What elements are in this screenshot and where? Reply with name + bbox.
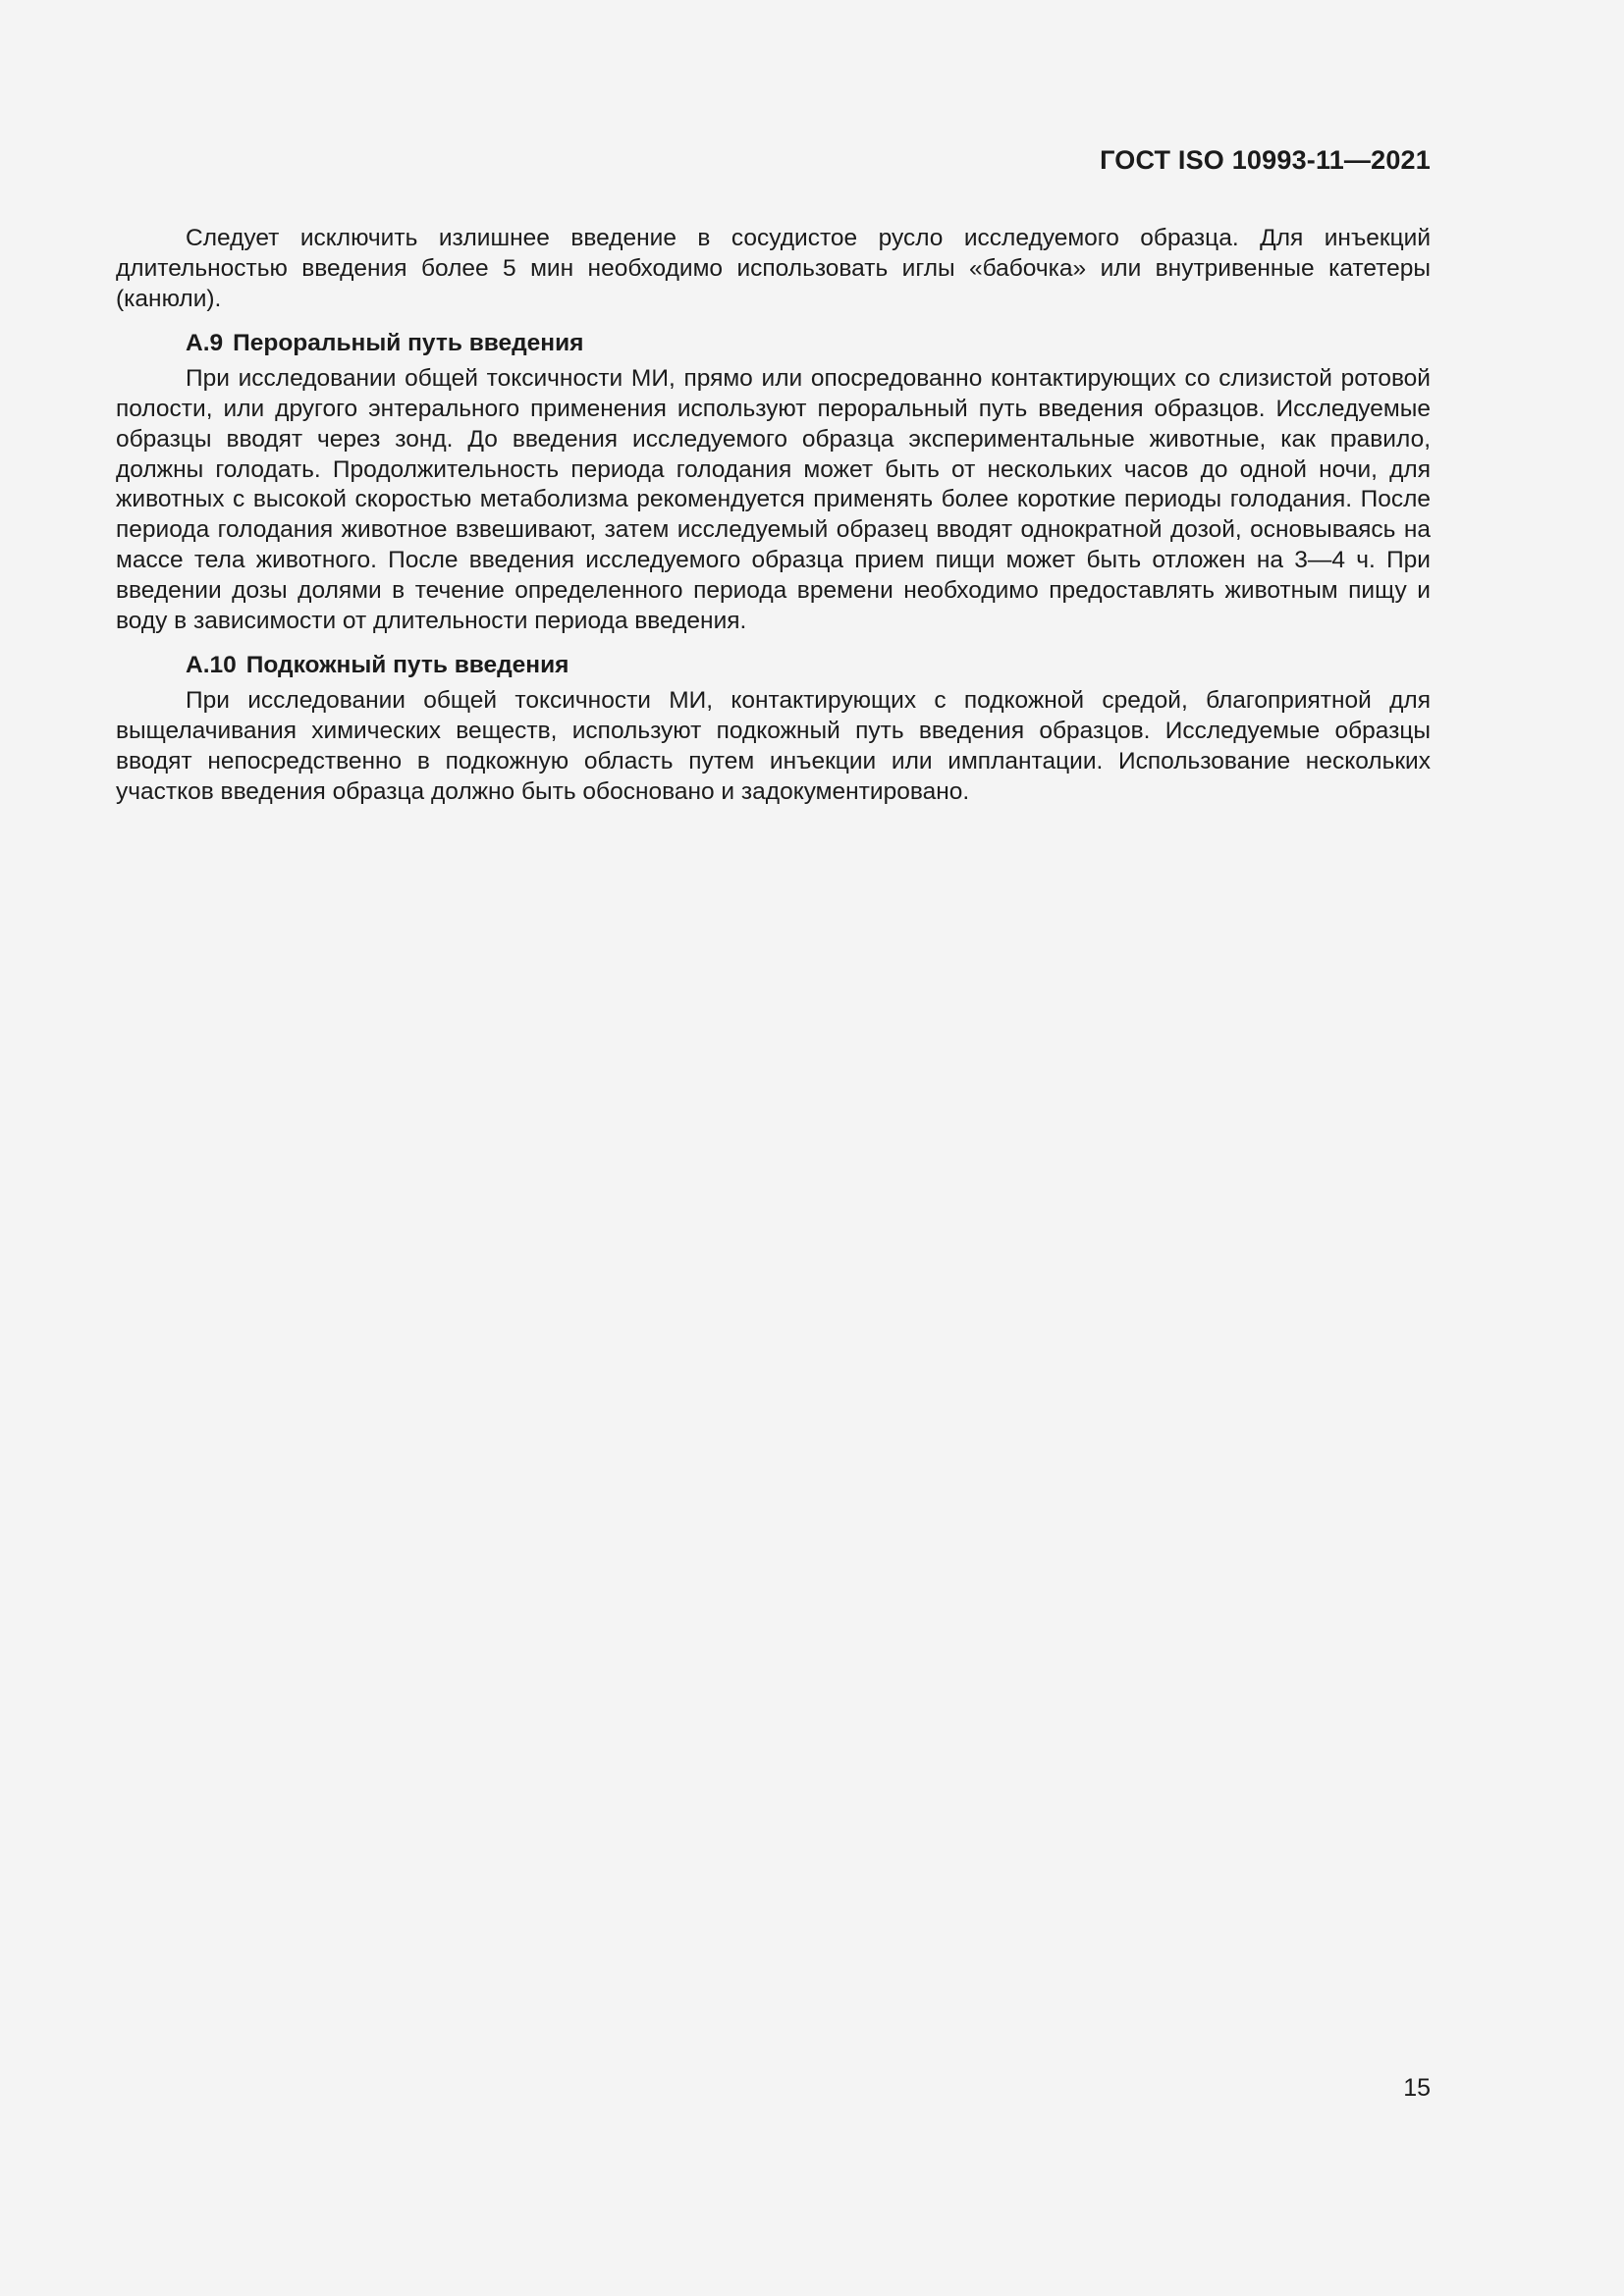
section-a9-heading — [116, 329, 1431, 359]
section-a9-number: А.9 — [186, 330, 224, 357]
document-header-id: ГОСТ ISO 10993-11—2021 — [1100, 145, 1431, 175]
section-a9-title: Пероральный путь введения — [233, 330, 584, 357]
section-a10-number: А.10 — [186, 652, 237, 679]
page-number: 15 — [1403, 2074, 1431, 2102]
intro-paragraph: Следует исключить излишнее введение в сосудистое русло исследуемого образца. Для инъекций длительностью введения более 5 мин необходимо использовать иглы «бабочка» или внутривенные катетеры (канюли). — [116, 225, 1431, 312]
document-body — [116, 224, 1431, 807]
section-a10-paragraph: При исследовании общей токсичности МИ, контактирующих с подкожной средой, благоприятной для выщелачивания химических веществ, используют подкожный путь введения образцов. Исследуемые образцы вводят непосредственно в подкожную область путем инъекции или имплантации. Использование нескольких участков введения образца должно быть обосновано и задокументировано. — [116, 687, 1431, 805]
section-a9-paragraph: При исследовании общей токсичности МИ, прямо или опосредованно контактирующих со слизистой ротовой полости, или другого энтерального применения используют пероральный путь введения образцов. Исследуемые образцы вводят через зонд. До введения исследуемого образца экспериментальные животные, как правило, должны голодать. Продолжительность периода голодания может быть от нескольких часов до одной ночи, для животных с высокой скоростью метаболизма рекомендуется применять более короткие периоды голодания. После периода голодания животное взвешивают, затем исследуемый образец вводят однократной дозой, основываясь на массе тела животного. После введения исследуемого образца прием пищи может быть отложен на 3—4 ч. При введении дозы долями в течение определенного периода времени необходимо предоставлять животным пищу и воду в зависимости от длительности периода введения. — [116, 365, 1431, 634]
section-a10-title: Подкожный путь введения — [245, 652, 569, 679]
section-a10-heading — [116, 651, 1431, 681]
